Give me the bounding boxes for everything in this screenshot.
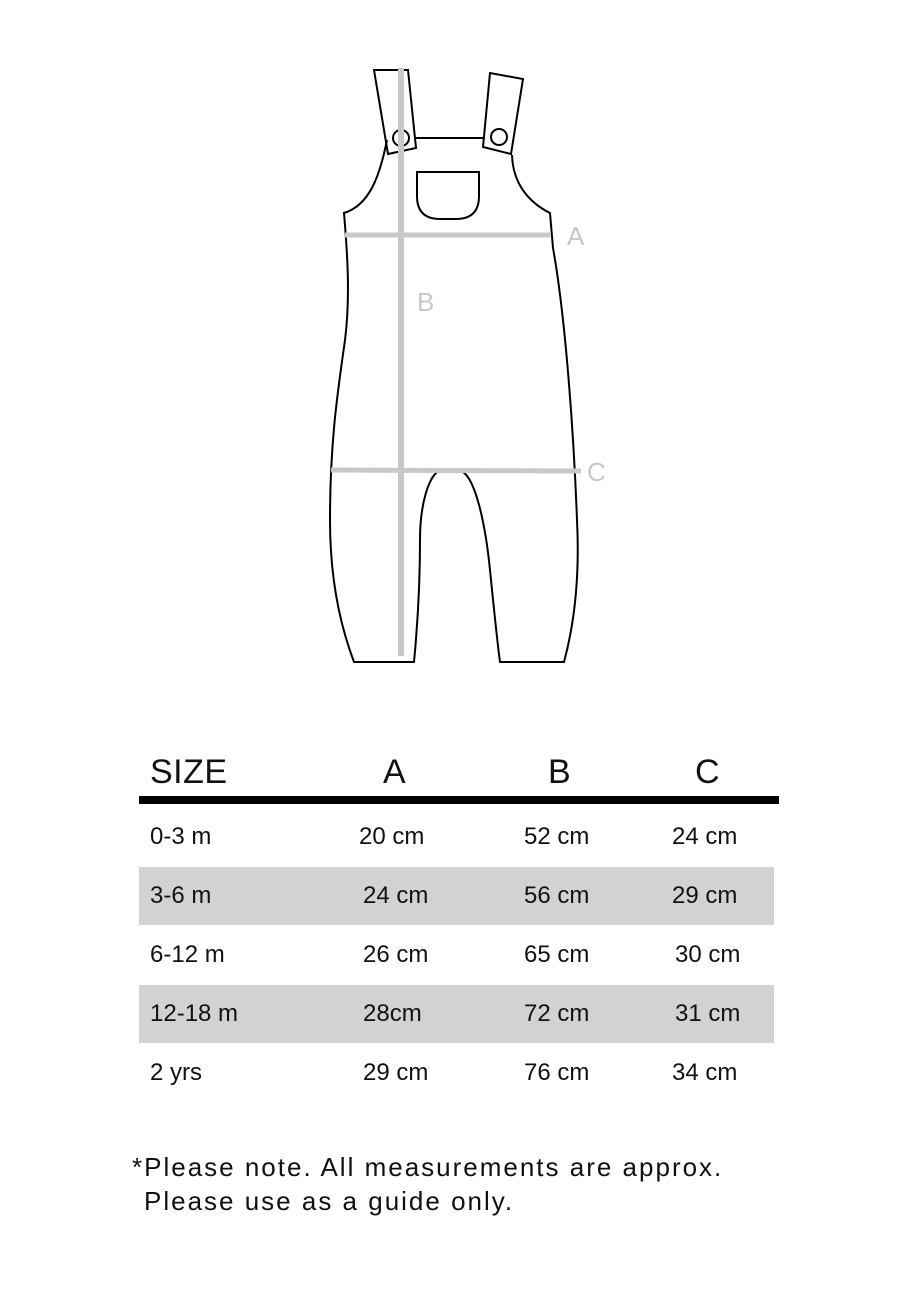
measure-label-a: A <box>567 221 585 251</box>
bib-pocket <box>417 172 479 219</box>
cell-a: 26 cm <box>363 941 429 968</box>
header-size: SIZE <box>150 753 228 791</box>
measurement-disclaimer <box>132 1150 723 1218</box>
right-strap <box>483 73 523 154</box>
cell-b: 65 cm <box>524 941 590 968</box>
table-row <box>139 926 774 984</box>
cell-c: 24 cm <box>672 823 738 850</box>
cell-size: 12-18 m <box>150 1000 239 1027</box>
measure-label-c: C <box>587 457 606 487</box>
cell-b: 52 cm <box>524 823 590 850</box>
cell-a: 20 cm <box>359 823 425 850</box>
table-row <box>139 985 774 1043</box>
table-row <box>139 808 774 866</box>
cell-a: 24 cm <box>363 882 429 909</box>
disclaimer-line-1: *Please note. All measurements are approx. <box>132 1152 724 1182</box>
right-button <box>491 129 507 145</box>
cell-b: 76 cm <box>524 1059 590 1086</box>
cell-a: 28cm <box>363 1000 422 1027</box>
header-divider <box>139 796 779 804</box>
cell-c: 29 cm <box>672 882 738 909</box>
size-chart-table <box>139 752 779 1086</box>
header-c: C <box>695 753 721 791</box>
cell-b: 56 cm <box>524 882 590 909</box>
cell-size: 3-6 m <box>150 882 212 909</box>
cell-size: 0-3 m <box>150 823 212 850</box>
cell-c: 31 cm <box>675 1000 741 1027</box>
cell-size: 2 yrs <box>150 1059 203 1086</box>
table-header-row <box>139 752 779 792</box>
cell-size: 6-12 m <box>150 941 225 968</box>
cell-c: 30 cm <box>675 941 741 968</box>
measure-label-b: B <box>417 287 435 317</box>
header-b: B <box>548 753 572 791</box>
cell-a: 29 cm <box>363 1059 429 1086</box>
disclaimer-line-2: Please use as a guide only. <box>144 1186 515 1216</box>
left-strap <box>374 70 416 154</box>
table-row <box>139 1044 774 1102</box>
header-a: A <box>383 753 407 791</box>
cell-c: 34 cm <box>672 1059 738 1086</box>
measure-line-c <box>331 470 581 471</box>
cell-b: 72 cm <box>524 1000 590 1027</box>
table-row <box>139 867 774 925</box>
